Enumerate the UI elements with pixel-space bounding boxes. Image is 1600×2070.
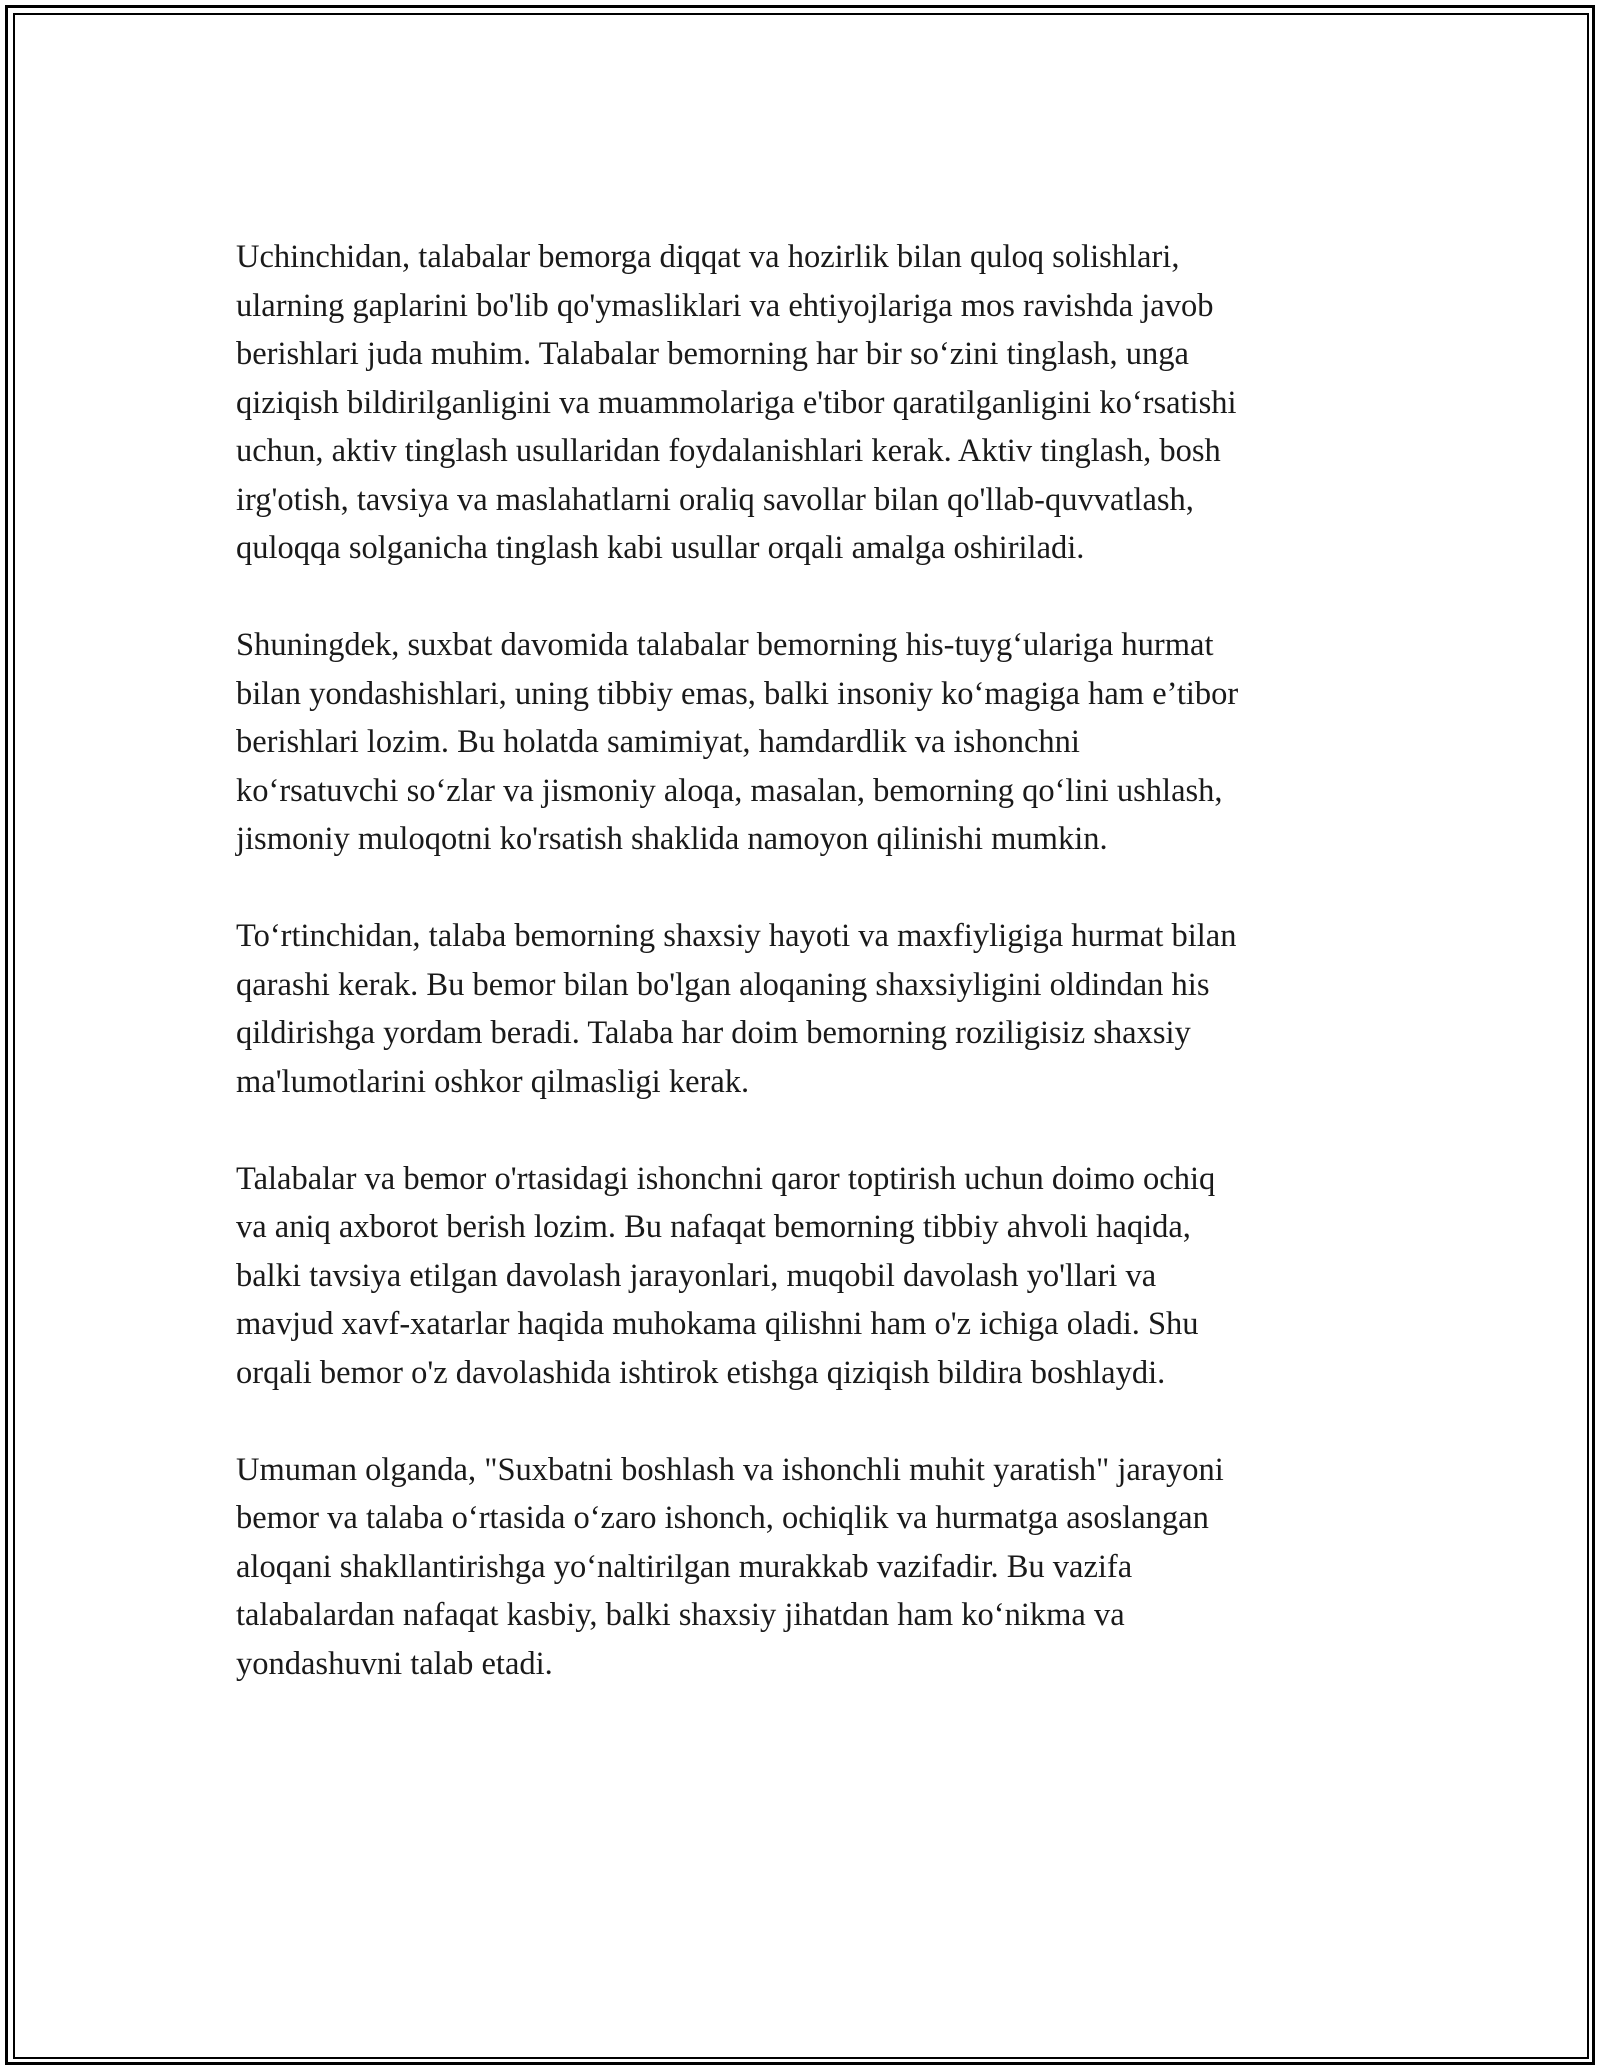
text-line: berishlari lozim. Bu holatda samimiyat, hamdardlik va ishonchni	[236, 724, 1080, 760]
text-line: talabalardan nafaqat kasbiy, balki shaxsiy jihatdan ham ko‘nikma va	[236, 1597, 1125, 1633]
text-line: Umuman olganda, "Suxbatni boshlash va ishonchli muhit yaratish" jarayoni	[236, 1451, 1224, 1488]
text-line: Shuningdek, suxbat davomida talabalar bemorning his-tuyg‘ulariga hurmat	[236, 627, 1214, 663]
paragraph-4	[236, 1155, 1386, 1398]
text-line: To‘rtinchidan, talaba bemorning shaxsiy hayoti va maxfiyligiga hurmat bilan	[236, 918, 1237, 954]
text-line: qarashi kerak. Bu bemor bilan bo'lgan aloqaning shaxsiyligini oldindan his	[236, 966, 1210, 1003]
paragraph-1	[236, 233, 1386, 573]
text-line: aloqani shakllantirishga yo‘naltirilgan murakkab vazifadir. Bu vazifa	[236, 1548, 1133, 1585]
document-body	[236, 233, 1386, 1737]
text-line: orqali bemor o'z davolashida ishtirok etishga qiziqish bildira boshlaydi.	[236, 1354, 1166, 1391]
text-line: uchun, aktiv tinglash usullaridan foydalanishlari kerak. Aktiv tinglash, bosh	[236, 433, 1221, 469]
text-line: qildirishga yordam beradi. Talaba har doim bemorning roziligisiz shaxsiy	[236, 1015, 1191, 1051]
text-line: yondashuvni talab etadi.	[236, 1645, 553, 1682]
text-line: ma'lumotlarini oshkor qilmasligi kerak.	[236, 1063, 750, 1100]
text-line: berishlari juda muhim. Talabalar bemorning har bir so‘zini tinglash, unga	[236, 336, 1189, 372]
text-line: ko‘rsatuvchi so‘zlar va jismoniy aloqa, masalan, bemorning qo‘lini ushlash,	[236, 772, 1223, 809]
text-line: bemor va talaba o‘rtasida o‘zaro ishonch, ochiqlik va hurmatga asoslangan	[236, 1500, 1209, 1536]
text-line: ularning gaplarini bo'lib qo'ymasliklari va ehtiyojlariga mos ravishda javob	[236, 287, 1214, 324]
text-line: Uchinchidan, talabalar bemorga diqqat va hozirlik bilan quloq solishlari,	[236, 239, 1180, 275]
text-line: jismoniy muloqotni ko'rsatish shaklida namoyon qilinishi mumkin.	[236, 821, 1108, 857]
text-line: balki tavsiya etilgan davolash jarayonlari, muqobil davolash yo'llari va	[236, 1257, 1157, 1294]
text-line: qiziqish bildirilganligini va muammolariga e'tibor qaratilganligini ko‘rsatishi	[236, 384, 1237, 421]
paragraph-3	[236, 912, 1386, 1106]
text-line: quloqqa solganicha tinglash kabi usullar orqali amalga oshiriladi.	[236, 530, 1085, 566]
text-line: bilan yondashishlari, uning tibbiy emas, balki insoniy ko‘magiga ham e’tibor	[236, 675, 1239, 712]
text-line: irg'otish, tavsiya va maslahatlarni oraliq savollar bilan qo'llab-quvvatlash,	[236, 481, 1194, 518]
text-line: va aniq axborot berish lozim. Bu nafaqat bemorning tibbiy ahvoli haqida,	[236, 1209, 1191, 1245]
paragraph-5	[236, 1446, 1386, 1689]
paragraph-2	[236, 621, 1386, 864]
text-line: Talabalar va bemor o'rtasidagi ishonchni qaror toptirish uchun doimo ochiq	[236, 1160, 1216, 1197]
text-line: mavjud xavf-xatarlar haqida muhokama qilishni ham o'z ichiga oladi. Shu	[236, 1306, 1199, 1342]
